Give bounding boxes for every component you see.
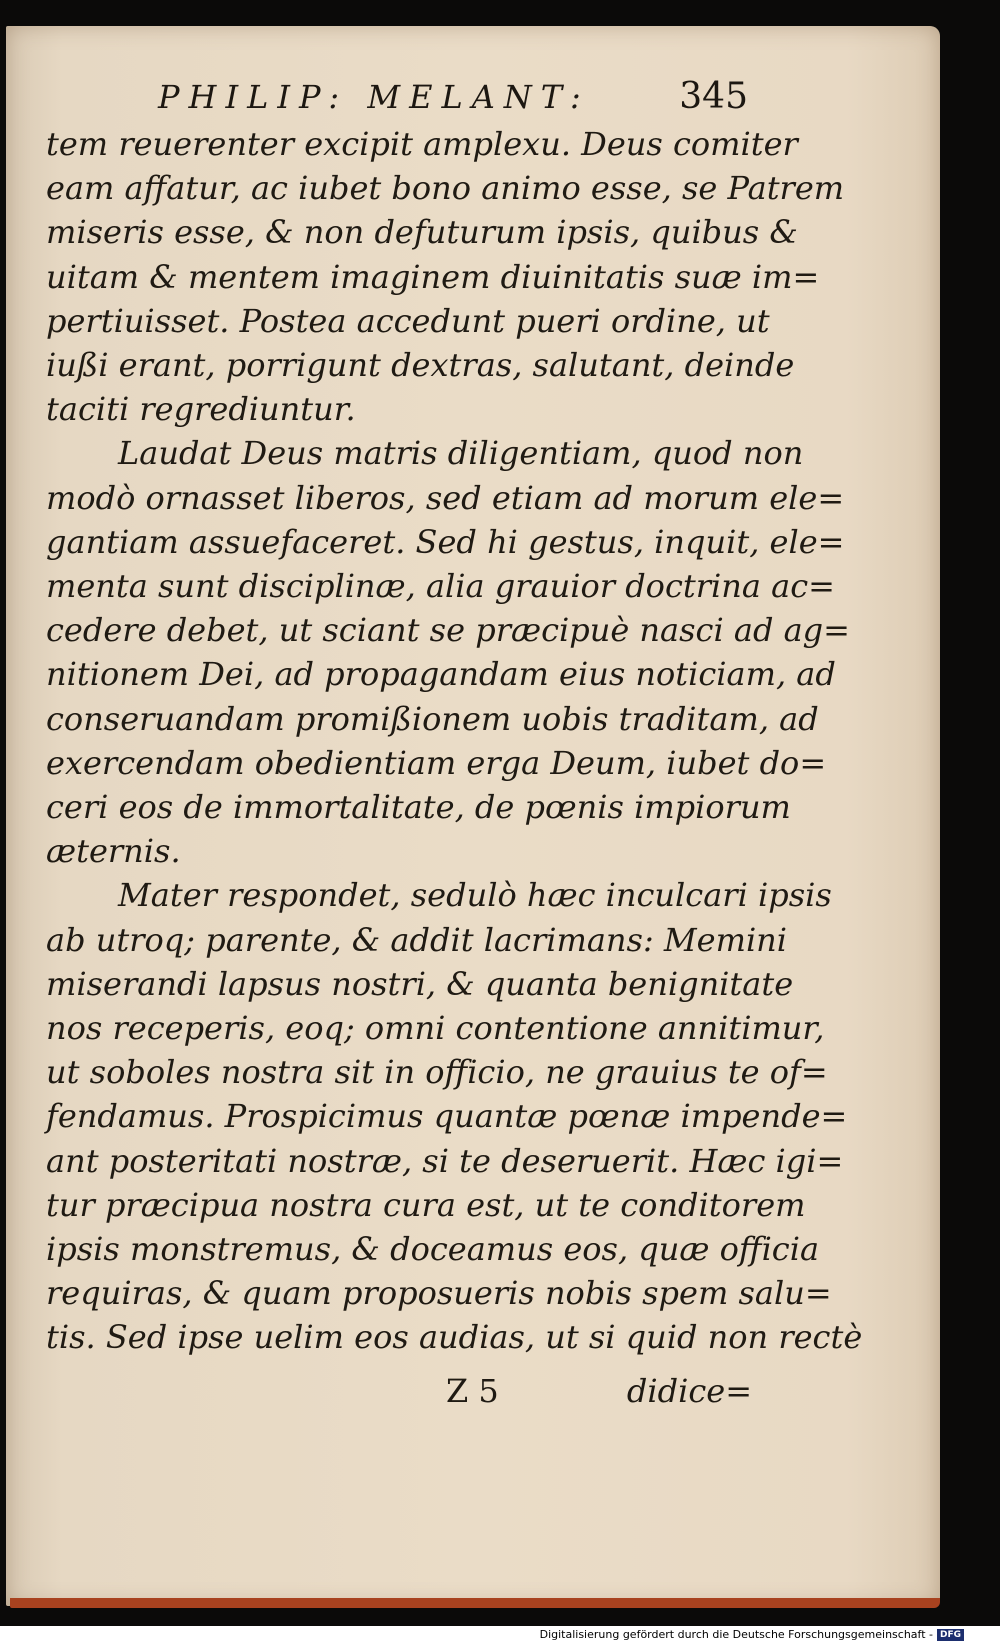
page-header [158,78,748,122]
text-line: ab utroq; parente, & addit lacrimans: Memini [46,920,788,959]
text-line: exercendam obedientiam erga Deum, iubet do= [46,743,827,782]
dfg-logo: DFG [937,1629,964,1641]
text-line: tem reuerenter excipit amplexu. Deus comiter [46,125,798,163]
page-number: 345 [679,76,748,117]
text-line: miseris esse, & non defuturum ipsis, quibus & [46,213,798,252]
text-line: ceri eos de immortalitate, de pœnis impiorum [46,788,791,827]
credit-text: Digitalisierung gefördert durch die Deutsche Forschungsgemeinschaft - [539,1628,933,1641]
text-line: eam affatur, ac iubet bono animo esse, se Patrem [46,169,845,208]
text-line: æternis. [46,832,181,871]
text-line: gantiam assuefaceret. Sed hi gestus, inquit, ele= [46,522,845,561]
text-line: modò ornasset liberos, sed etiam ad morum ele= [46,478,845,517]
signature-mark: Z 5 [446,1372,499,1410]
running-head: PHILIP: MELANT: [158,78,590,116]
text-line: tur præcipua nostra cura est, ut te conditorem [46,1185,806,1224]
text-line: cedere debet, ut sciant se præcipuè nasci ad ag= [46,611,850,650]
page-edge [10,1598,940,1608]
catchline [446,1372,752,1416]
text-line: nitionem Dei, ad propagandam eius noticiam, ad [46,655,836,694]
text-line: nos receperis, eoq; omni contentione annitimur, [46,1009,825,1048]
text-line: menta sunt disciplinæ, alia grauior doctrina ac= [46,567,835,606]
text-line: miserandi lapsus nostri, & quanta benignitate [46,964,794,1003]
text-line: ant posteritati nostræ, si te deseruerit. Hæc igi= [46,1141,844,1180]
text-line: uitam & mentem imaginem diuinitatis suæ im= [46,257,820,296]
text-line: ut soboles nostra sit in officio, ne grauius te of= [46,1053,828,1092]
text-line: pertiuisset. Postea accedunt pueri ordine, ut [46,301,770,340]
text-line: taciti regrediuntur. [46,390,356,429]
text-line: iußi erant, porrigunt dextras, salutant, deinde [46,346,795,385]
catchword: didice= [626,1372,752,1410]
text-line: requiras, & quam proposueris nobis spem salu= [46,1274,832,1313]
text-line: tis. Sed ipse uelim eos audias, ut si quid non rectè [46,1318,863,1357]
text-line: conseruandam promißionem uobis traditam, ad [46,699,819,738]
text-line: Laudat Deus matris diligentiam, quod non [118,434,804,473]
text-line: fendamus. Prospicimus quantæ pœnæ impende= [46,1097,848,1136]
text-line: Mater respondet, sedulò hæc inculcari ipsis [118,876,832,915]
digitization-credit [540,1628,964,1641]
body-text [46,122,863,1360]
text-line: ipsis monstremus, & doceamus eos, quæ officia [46,1230,820,1269]
